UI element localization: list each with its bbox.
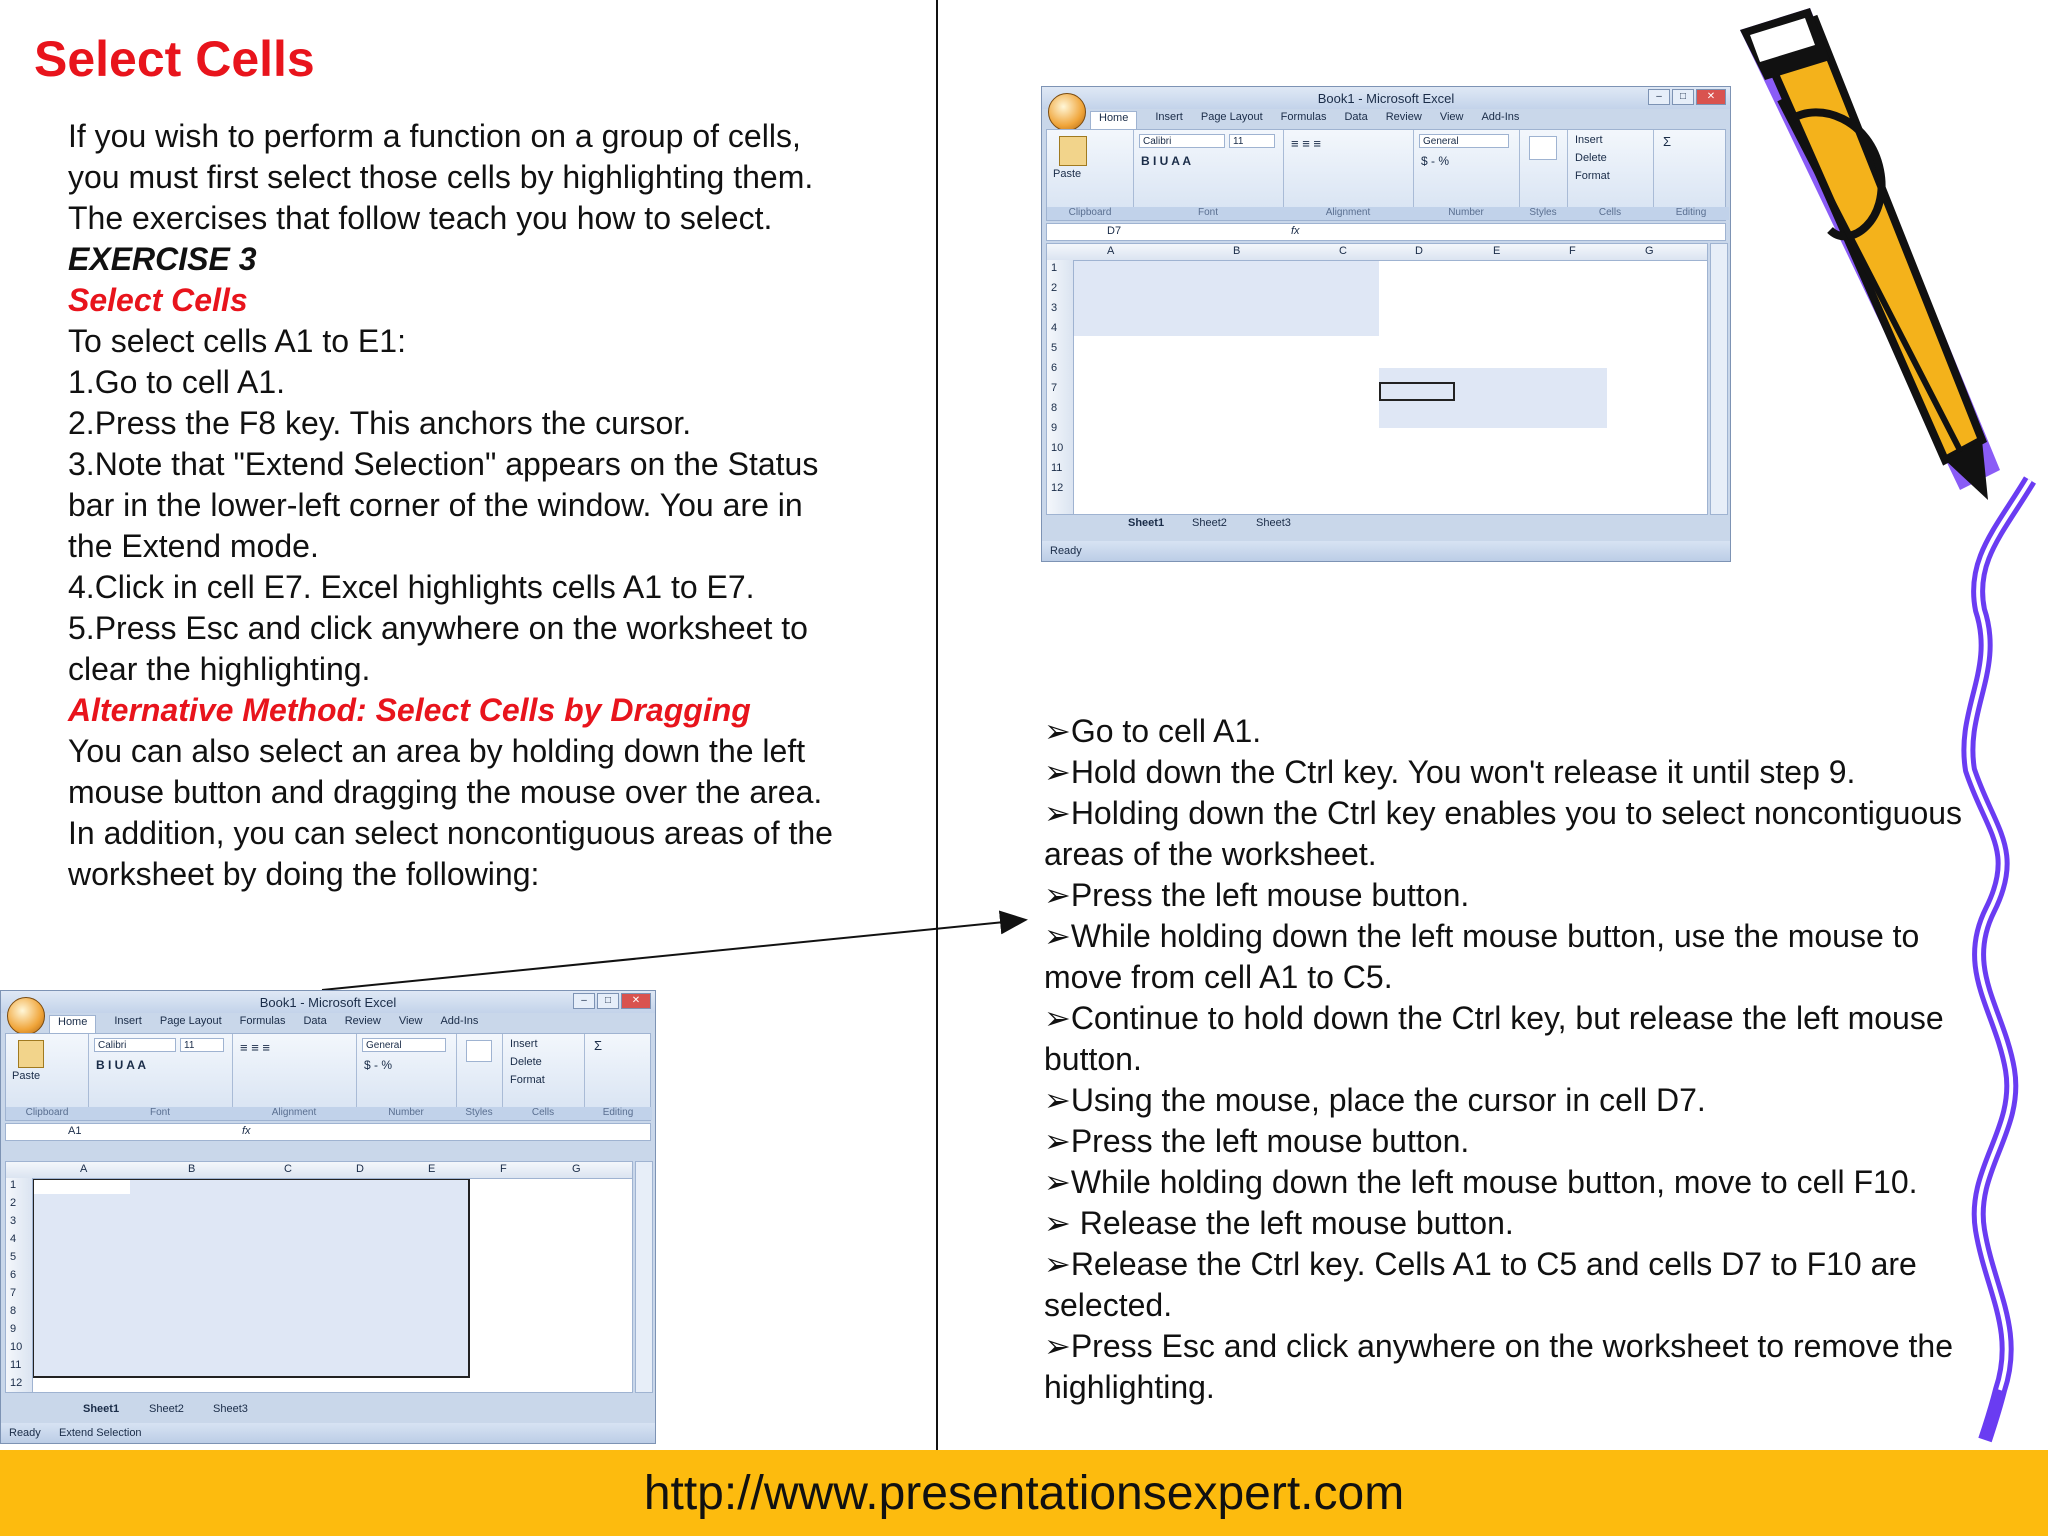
tab-home[interactable]: Home (1090, 111, 1137, 129)
column-header[interactable]: A (80, 1163, 88, 1175)
sheet-tab-2[interactable]: Sheet2 (149, 1403, 184, 1415)
font-size-select[interactable]: 11 (180, 1038, 224, 1052)
column-header[interactable]: F (1569, 245, 1576, 257)
alignment-icon[interactable]: ≡ ≡ ≡ (1291, 136, 1321, 151)
status-bar (1042, 541, 1730, 561)
group-alignment (1283, 130, 1414, 220)
tab-data[interactable]: Data (303, 1015, 327, 1027)
zigzag-ribbon (1940, 470, 2040, 1450)
group-label-number: Number (356, 1107, 456, 1120)
intro-paragraph: If you wish to perform a function on a group of cells, you must first select those cells by highlighting them. The exercises that follow teach you how to select. (68, 118, 814, 236)
font-name-select[interactable]: Calibri (1139, 134, 1225, 148)
group-editing (584, 1034, 652, 1120)
group-font (1133, 130, 1284, 220)
bullet-3: ➢Holding down the Ctrl key enables you to select noncontiguous areas of the worksheet. (1044, 795, 1963, 872)
group-label-clipboard: Clipboard (6, 1107, 88, 1120)
excel-window-title: Book1 - Microsoft Excel (1317, 91, 1455, 106)
group-label-editing: Editing (1653, 207, 1729, 220)
group-styles (1519, 130, 1568, 220)
tab-add-ins[interactable]: Add-Ins (1481, 111, 1520, 123)
number-format-select[interactable]: General (1419, 134, 1509, 148)
maximize-icon[interactable]: □ (597, 993, 619, 1009)
worksheet-grid[interactable] (5, 1161, 633, 1393)
tab-view[interactable]: View (1439, 111, 1464, 123)
right-column (1044, 711, 1994, 1408)
row-header[interactable]: 11 (1051, 462, 1063, 474)
column-header[interactable]: B (1233, 245, 1241, 257)
tab-formulas[interactable]: Formulas (239, 1015, 286, 1027)
group-cells (502, 1034, 585, 1120)
tab-view[interactable]: View (398, 1015, 423, 1027)
paste-button[interactable]: Paste (12, 1070, 41, 1082)
status-bar (1, 1423, 655, 1443)
delete-cells-button[interactable]: Delete (1575, 152, 1607, 164)
sheet-tab-3[interactable]: Sheet3 (213, 1403, 248, 1415)
currency-percent-icon[interactable]: $ - % (1421, 154, 1450, 168)
row-header[interactable]: 3 (1051, 302, 1058, 314)
column-header[interactable]: F (500, 1163, 507, 1175)
formula-bar (5, 1123, 651, 1141)
bullet-12: ➢Press Esc and click anywhere on the worksheet to remove the highlighting. (1044, 1328, 1954, 1405)
exercise-heading: EXERCISE 3 (68, 241, 257, 277)
bullet-7: ➢Using the mouse, place the cursor in cell D7. (1044, 1082, 1706, 1118)
sheet-tab-3[interactable]: Sheet3 (1256, 517, 1291, 529)
name-box[interactable]: D7 (1107, 225, 1122, 237)
excel-titlebar (1, 991, 655, 1013)
worksheet-grid[interactable] (1046, 243, 1708, 515)
group-number (356, 1034, 457, 1120)
minimize-icon[interactable]: – (1648, 89, 1670, 105)
number-format-select[interactable]: General (362, 1038, 446, 1052)
alternative-paragraph: You can also select an area by holding down the left mouse button and dragging the mouse over the area. In addition, you can select noncontiguous areas of the worksheet by doing the following: (68, 733, 833, 892)
row-header[interactable]: 3 (10, 1215, 17, 1227)
bullet-8: ➢Press the left mouse button. (1044, 1123, 1470, 1159)
format-cells-button[interactable]: Format (1575, 170, 1610, 182)
close-icon[interactable]: ✕ (1696, 89, 1726, 105)
vertical-scrollbar[interactable] (1710, 243, 1728, 515)
row-header[interactable]: 2 (1051, 282, 1058, 294)
column-header[interactable]: B (188, 1163, 196, 1175)
group-styles (456, 1034, 503, 1120)
tab-home[interactable]: Home (49, 1015, 96, 1033)
bold-italic-underline-buttons[interactable]: B I U A A (1141, 154, 1191, 168)
group-label-clipboard: Clipboard (1047, 207, 1133, 220)
excel-window-title: Book1 - Microsoft Excel (259, 995, 397, 1010)
row-header[interactable]: 7 (10, 1287, 17, 1299)
group-label-cells: Cells (1567, 207, 1653, 220)
formula-bar (1046, 223, 1726, 241)
status-text: Ready (9, 1427, 41, 1439)
tab-insert[interactable]: Insert (114, 1015, 142, 1027)
row-header[interactable]: 6 (1051, 362, 1058, 374)
column-header[interactable]: D (356, 1163, 364, 1175)
bullet-6: ➢Continue to hold down the Ctrl key, but release the left mouse button. (1044, 1000, 1944, 1077)
row-header[interactable]: 9 (10, 1323, 17, 1335)
status-text: Ready (1050, 545, 1082, 557)
active-cell-d7 (1379, 382, 1455, 401)
group-label-styles: Styles (1519, 207, 1567, 220)
row-header[interactable]: 7 (1051, 382, 1058, 394)
group-label-font: Font (88, 1107, 232, 1120)
ribbon-tabs (1090, 111, 1730, 129)
bullet-11: ➢Release the Ctrl key. Cells A1 to C5 and cells D7 to F10 are selected. (1044, 1246, 1917, 1323)
group-alignment (232, 1034, 357, 1120)
row-header[interactable]: 8 (1051, 402, 1058, 414)
delete-cells-button[interactable]: Delete (510, 1056, 542, 1068)
column-headers (6, 1162, 632, 1179)
sum-icon[interactable]: Σ (594, 1038, 603, 1053)
group-label-alignment: Alignment (1283, 207, 1413, 220)
row-header[interactable]: 8 (10, 1305, 17, 1317)
footer-url[interactable]: http://www.presentationsexpert.com (643, 1467, 1405, 1520)
excel-window-top (1041, 86, 1731, 562)
column-header[interactable]: C (1339, 245, 1347, 257)
row-header[interactable]: 4 (1051, 322, 1058, 334)
group-clipboard (1047, 130, 1134, 220)
selection-a1-c5 (1073, 260, 1379, 336)
column-headers (1047, 244, 1707, 261)
row-header[interactable]: 12 (1051, 482, 1064, 494)
row-header[interactable]: 5 (10, 1251, 17, 1263)
group-editing (1653, 130, 1729, 220)
column-header[interactable]: D (1415, 245, 1423, 257)
ribbon-tabs (49, 1015, 655, 1033)
group-clipboard (6, 1034, 89, 1120)
excel-titlebar (1042, 87, 1730, 109)
column-header[interactable]: E (1493, 245, 1501, 257)
ribbon (5, 1033, 651, 1121)
bullet-10: ➢ Release the left mouse button. (1044, 1205, 1514, 1241)
currency-percent-icon[interactable]: $ - % (364, 1058, 393, 1072)
name-box[interactable]: A1 (68, 1125, 82, 1137)
office-button-icon[interactable] (1048, 93, 1086, 131)
fx-icon[interactable]: fx (1291, 225, 1300, 237)
group-font (88, 1034, 233, 1120)
sheet-tab-1[interactable]: Sheet1 (1128, 517, 1165, 529)
column-header[interactable]: A (1107, 245, 1115, 257)
status-mode: Extend Selection (59, 1427, 142, 1439)
tab-review[interactable]: Review (1385, 111, 1422, 123)
close-icon[interactable]: ✕ (621, 993, 651, 1009)
step-2: 2.Press the F8 key. This anchors the cursor. (68, 405, 692, 441)
tab-review[interactable]: Review (344, 1015, 381, 1027)
styles-icon[interactable] (466, 1040, 492, 1062)
step-intro: To select cells A1 to E1: (68, 323, 406, 359)
row-header[interactable]: 5 (1051, 342, 1058, 354)
sheet-tab-1[interactable]: Sheet1 (83, 1403, 120, 1415)
step-3: 3.Note that "Extend Selection" appears on the Status bar in the lower-left corner of the window. You are in the Extend mode. (68, 446, 819, 564)
sum-icon[interactable]: Σ (1663, 134, 1672, 149)
group-label-styles: Styles (456, 1107, 502, 1120)
row-header[interactable]: 1 (1051, 262, 1058, 274)
row-header[interactable]: 6 (10, 1269, 17, 1281)
font-name-select[interactable]: Calibri (94, 1038, 176, 1052)
row-header[interactable]: 11 (10, 1359, 22, 1371)
row-header[interactable]: 10 (1051, 442, 1064, 454)
row-header[interactable]: 12 (10, 1377, 23, 1389)
exercise-subtitle: Select Cells (68, 282, 248, 318)
tab-formulas[interactable]: Formulas (1280, 111, 1327, 123)
minimize-icon[interactable]: – (573, 993, 595, 1009)
bullet-1: ➢Go to cell A1. (1044, 713, 1262, 749)
alignment-icon[interactable]: ≡ ≡ ≡ (240, 1040, 270, 1055)
row-header[interactable]: 10 (10, 1341, 23, 1353)
bullet-9: ➢While holding down the left mouse button, move to cell F10. (1044, 1164, 1918, 1200)
column-header[interactable]: C (284, 1163, 292, 1175)
tab-page-layout[interactable]: Page Layout (159, 1015, 222, 1027)
step-5: 5.Press Esc and click anywhere on the worksheet to clear the highlighting. (68, 610, 808, 687)
group-label-cells: Cells (502, 1107, 584, 1120)
row-headers (1047, 260, 1074, 514)
sheet-tabs (1046, 517, 1708, 533)
group-number (1413, 130, 1520, 220)
sheet-tab-2[interactable]: Sheet2 (1192, 517, 1227, 529)
bullet-2: ➢Hold down the Ctrl key. You won't release it until step 9. (1044, 754, 1856, 790)
styles-icon[interactable] (1529, 136, 1557, 160)
column-header[interactable]: E (428, 1163, 436, 1175)
paste-icon[interactable] (18, 1040, 44, 1068)
office-button-icon[interactable] (7, 997, 45, 1035)
page-title: Select Cells (34, 31, 315, 87)
tab-page-layout[interactable]: Page Layout (1200, 111, 1263, 123)
paste-icon[interactable] (1059, 136, 1087, 166)
sheet-tabs (5, 1403, 633, 1419)
group-cells (1567, 130, 1654, 220)
font-size-select[interactable]: 11 (1229, 134, 1275, 148)
tab-add-ins[interactable]: Add-Ins (440, 1015, 479, 1027)
step-4: 4.Click in cell E7. Excel highlights cells A1 to E7. (68, 569, 755, 605)
insert-cells-button[interactable]: Insert (510, 1038, 538, 1050)
group-label-alignment: Alignment (232, 1107, 356, 1120)
column-header[interactable]: G (1645, 245, 1654, 257)
tab-data[interactable]: Data (1344, 111, 1368, 123)
column-header[interactable]: G (572, 1163, 581, 1175)
insert-cells-button[interactable]: Insert (1575, 134, 1603, 146)
maximize-icon[interactable]: □ (1672, 89, 1694, 105)
row-headers (6, 1178, 33, 1392)
step-1: 1.Go to cell A1. (68, 364, 286, 400)
row-header[interactable]: 9 (1051, 422, 1058, 434)
pencil-clipart (1720, 0, 2010, 500)
row-header[interactable]: 2 (10, 1197, 17, 1209)
ribbon (1046, 129, 1726, 221)
group-label-number: Number (1413, 207, 1519, 220)
row-header[interactable]: 4 (10, 1233, 17, 1245)
excel-window-bottom (0, 990, 656, 1444)
vertical-scrollbar[interactable] (635, 1161, 653, 1393)
fx-icon[interactable]: fx (242, 1125, 251, 1137)
paste-button[interactable]: Paste (1053, 168, 1082, 180)
bullet-5: ➢While holding down the left mouse button, use the mouse to move from cell A1 to C5. (1044, 918, 1920, 995)
row-header[interactable]: 1 (10, 1179, 17, 1191)
active-cell-a1 (34, 1180, 130, 1194)
group-label-editing: Editing (584, 1107, 652, 1120)
alternative-heading: Alternative Method: Select Cells by Dragging (68, 692, 751, 728)
selection-border (32, 1178, 470, 1378)
tab-insert[interactable]: Insert (1155, 111, 1183, 123)
format-cells-button[interactable]: Format (510, 1074, 545, 1086)
bullet-4: ➢Press the left mouse button. (1044, 877, 1470, 913)
bold-italic-underline-buttons[interactable]: B I U A A (96, 1058, 146, 1072)
group-label-font: Font (1133, 207, 1283, 220)
